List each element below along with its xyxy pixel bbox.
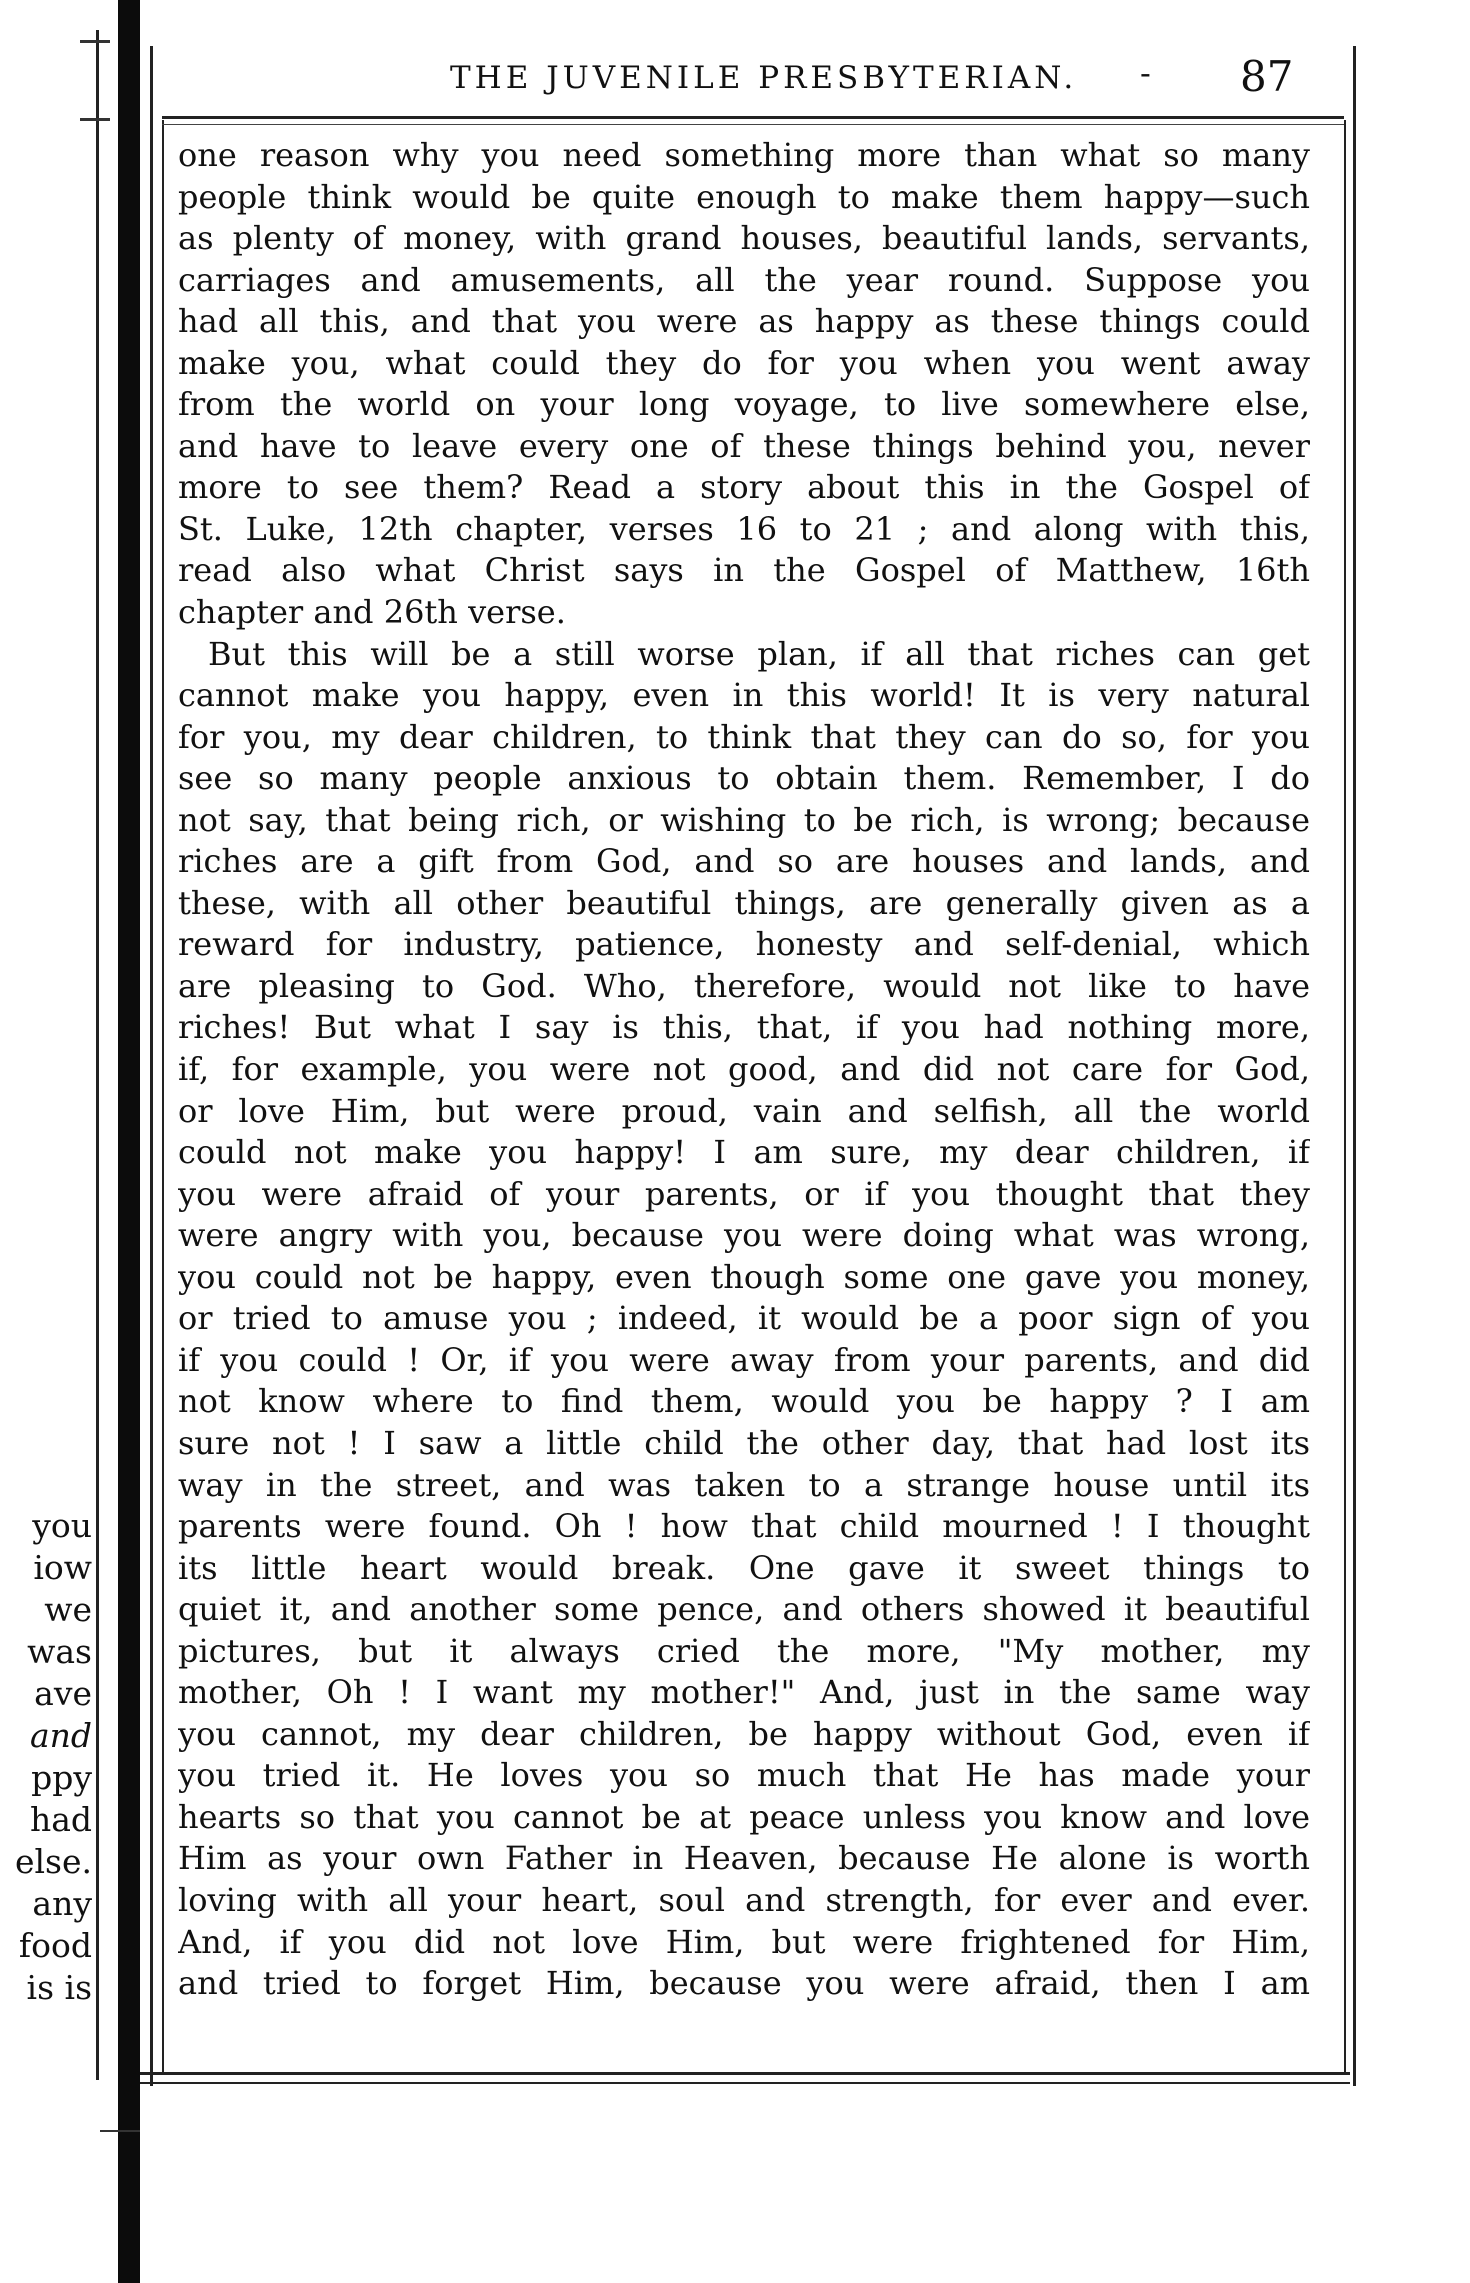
- fragment-word: any: [32, 1884, 92, 1923]
- text-line: if, for example, you were not good, and did not care for God,: [178, 1050, 1310, 1089]
- text-line: loving with all your heart, soul and strength, for ever and ever.: [178, 1880, 1310, 1919]
- article-body: [178, 135, 1310, 2005]
- text-line: see so many people anxious to obtain them. Remember, I do: [178, 759, 1310, 798]
- text-line: make you, what could they do for you when you went away: [178, 343, 1310, 382]
- footer-tick: [100, 2130, 140, 2132]
- text-line: or love Him, but were proud, vain and selfish, all the world: [178, 1091, 1310, 1130]
- text-line: more to see them? Read a story about this in the Gospel of: [178, 468, 1310, 507]
- header-dash: -: [1140, 54, 1151, 92]
- running-head: [300, 52, 1330, 112]
- text-line: quiet it, and another some pence, and others showed it beautiful: [178, 1590, 1310, 1629]
- fragment-word: ave: [34, 1674, 92, 1713]
- text-line: riches are a gift from God, and so are houses and lands, and: [178, 842, 1310, 881]
- footer-rule: [140, 2072, 1350, 2075]
- running-title: THE JUVENILE PRESBYTERIAN.: [450, 60, 1078, 96]
- page-binding-edge: [118, 0, 140, 2283]
- text-line: you cannot, my dear children, be happy without God, even if: [178, 1714, 1310, 1753]
- text-line: way in the street, and was taken to a strange house until its: [178, 1465, 1310, 1504]
- fragment-word: ppy: [31, 1758, 92, 1797]
- text-line: from the world on your long voyage, to live somewhere else,: [178, 385, 1310, 424]
- text-line: But this will be a still worse plan, if all that riches can get: [208, 634, 1310, 673]
- fragment-word: had: [29, 1800, 92, 1839]
- text-line: or tried to amuse you ; indeed, it would be a poor sign of you: [178, 1299, 1310, 1338]
- text-line: and have to leave every one of these things behind you, never: [178, 426, 1310, 465]
- text-line: Him as your own Father in Heaven, because He alone is worth: [178, 1839, 1310, 1878]
- text-line: could not make you happy! I am sure, my dear children, if: [178, 1133, 1310, 1172]
- margin-tick: [80, 118, 110, 121]
- text-line: and tried to forget Him, because you were afraid, then I am: [178, 1964, 1310, 2003]
- footer-rule-double: [140, 2082, 1350, 2084]
- text-line: you tried it. He loves you so much that He has made your: [178, 1756, 1310, 1795]
- text-line: St. Luke, 12th chapter, verses 16 to 21 ; and along with this,: [178, 509, 1310, 548]
- text-line: reward for industry, patience, honesty and self-denial, which: [178, 925, 1310, 964]
- header-rule-thin: [162, 124, 1344, 125]
- text-line: cannot make you happy, even in this world! It is very natural: [178, 676, 1310, 715]
- text-line: for you, my dear children, to think that they can do so, for you: [178, 717, 1310, 756]
- text-line: as plenty of money, with grand houses, beautiful lands, servants,: [178, 219, 1310, 258]
- text-line: were angry with you, because you were doing what was wrong,: [178, 1216, 1310, 1255]
- text-line: carriages and amusements, all the year round. Suppose you: [178, 260, 1310, 299]
- text-line: riches! But what I say is this, that, if you had nothing more,: [178, 1008, 1310, 1047]
- text-line: you were afraid of your parents, or if you thought that they: [178, 1174, 1310, 1213]
- fragment-word: was: [27, 1632, 92, 1671]
- text-line: if you could ! Or, if you were away from your parents, and did: [178, 1340, 1310, 1379]
- text-line: people think would be quite enough to make them happy—such: [178, 177, 1310, 216]
- fragment-word: you: [32, 1506, 92, 1545]
- text-line: And, if you did not love Him, but were frightened for Him,: [178, 1922, 1310, 1961]
- text-line: read also what Christ says in the Gospel of Matthew, 16th: [178, 551, 1310, 590]
- fragment-word: is is: [26, 1968, 92, 2007]
- text-line: pictures, but it always cried the more, "My mother, my: [178, 1631, 1310, 1670]
- text-line: hearts so that you cannot be at peace unless you know and love: [178, 1797, 1310, 1836]
- page-number: 87: [1240, 52, 1294, 101]
- text-line: you could not be happy, even though some one gave you money,: [178, 1257, 1310, 1296]
- text-line: these, with all other beautiful things, are generally given as a: [178, 883, 1310, 922]
- fragment-word: else.: [14, 1842, 92, 1881]
- text-line: one reason why you need something more than what so many: [178, 136, 1310, 174]
- text-line: mother, Oh ! I want my mother!" And, just in the same way: [178, 1673, 1310, 1712]
- fragment-word: iow: [33, 1548, 92, 1587]
- margin-tick: [80, 40, 110, 43]
- text-line: had all this, and that you were as happy as these things could: [178, 302, 1310, 341]
- header-rule: [162, 116, 1344, 119]
- text-line: sure not ! I saw a little child the other day, that had lost its: [178, 1423, 1310, 1462]
- fragment-word: we: [44, 1590, 92, 1629]
- adjacent-page-fragment: [8, 1505, 98, 2009]
- text-line: are pleasing to God. Who, therefore, would not like to have: [178, 966, 1310, 1005]
- text-line: not say, that being rich, or wishing to be rich, is wrong; because: [178, 800, 1310, 839]
- fragment-word: and: [29, 1716, 92, 1755]
- text-line: chapter and 26th verse.: [178, 593, 566, 632]
- text-line: parents were found. Oh ! how that child mourned ! I thought: [178, 1507, 1310, 1546]
- fragment-word: food: [18, 1926, 92, 1965]
- text-line: not know where to find them, would you be happy ? I am: [178, 1382, 1310, 1421]
- text-line: its little heart would break. One gave it sweet things to: [178, 1548, 1310, 1587]
